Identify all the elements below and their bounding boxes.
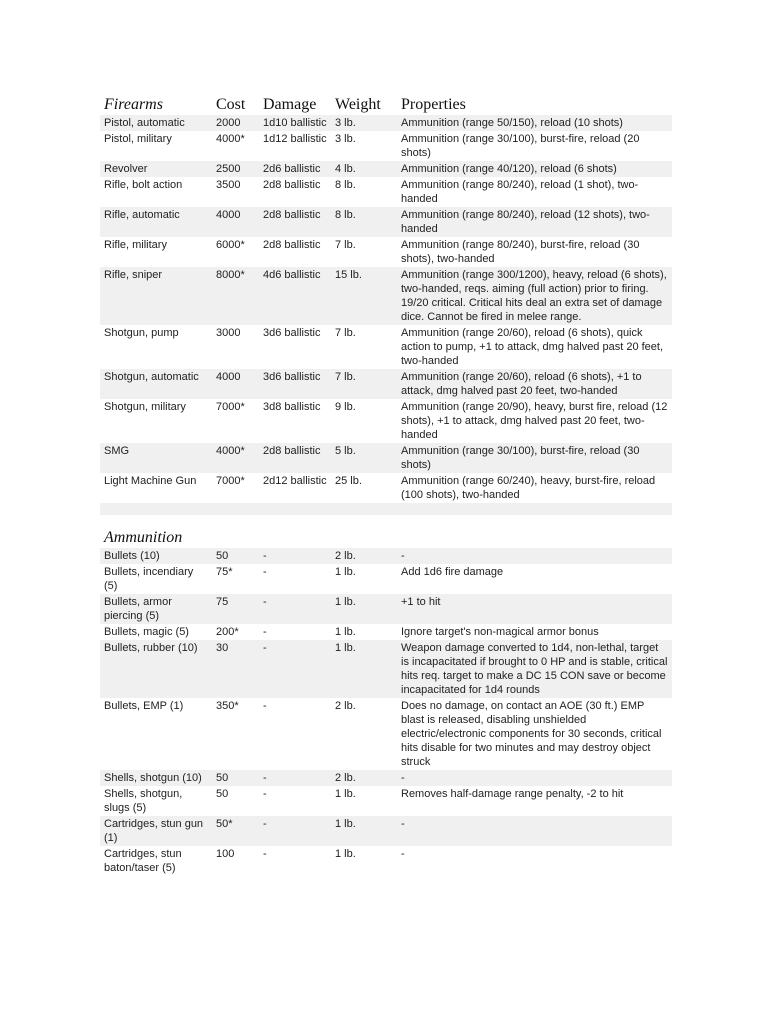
weight-cell: 2 lb. [331,548,397,564]
table-row [100,770,672,786]
properties-cell: Ammunition (range 300/1200), heavy, reload (6 shots), two-handed, reqs. aiming (full action) prior to firing. 19/20 critical. Critical hits deal an extra set of damage dice. Cannot be fired in melee range. [397,267,672,325]
damage-cell: 3d8 ballistic [259,399,331,443]
item-cell: Rifle, automatic [100,207,212,237]
item-cell: Shells, shotgun (10) [100,770,212,786]
damage-cell: - [259,594,331,624]
properties-cell: Ammunition (range 80/240), burst-fire, reload (30 shots), two-handed [397,237,672,267]
weight-cell: 1 lb. [331,624,397,640]
damage-cell: 2d12 ballistic [259,473,331,503]
damage-cell: - [259,816,331,846]
weight-cell: 7 lb. [331,325,397,369]
item-cell: Light Machine Gun [100,473,212,503]
item-cell: Pistol, military [100,131,212,161]
cost-cell: 2500 [212,161,259,177]
ammunition-rows [100,548,672,876]
weight-cell: 1 lb. [331,816,397,846]
properties-cell: Weapon damage converted to 1d4, non-lethal, target is incapacitated if brought to 0 HP and is stable, critical hits req. target to make a DC 15 CON save or become incapacitated for 1d4 rounds [397,640,672,698]
cost-cell: 50 [212,770,259,786]
table-row [100,624,672,640]
properties-cell: Add 1d6 fire damage [397,564,672,594]
item-cell: Bullets, magic (5) [100,624,212,640]
properties-cell: Ammunition (range 20/90), heavy, burst fire, reload (12 shots), +1 to attack, dmg halved past 20 feet, two-handed [397,399,672,443]
weight-cell: 8 lb. [331,207,397,237]
cost-cell: 50 [212,786,259,816]
cost-cell: 200* [212,624,259,640]
cost-cell: 30 [212,640,259,698]
table-row [100,698,672,770]
table-row [100,131,672,161]
table-row [100,237,672,267]
properties-cell: - [397,816,672,846]
weight-cell: 1 lb. [331,594,397,624]
weight-cell: 1 lb. [331,786,397,816]
cost-cell: 7000* [212,399,259,443]
weight-cell: 5 lb. [331,443,397,473]
table-row [100,267,672,325]
ammunition-table [100,523,672,876]
cost-cell: 50 [212,548,259,564]
weight-cell: 7 lb. [331,369,397,399]
damage-cell: - [259,640,331,698]
damage-cell: - [259,624,331,640]
table-row [100,473,672,503]
damage-cell: - [259,698,331,770]
damage-cell: 3d6 ballistic [259,325,331,369]
table-row [100,369,672,399]
damage-cell: - [259,564,331,594]
item-cell: Cartridges, stun baton/taser (5) [100,846,212,876]
damage-cell: 4d6 ballistic [259,267,331,325]
firearms-header-row [100,90,672,115]
cost-cell: 7000* [212,473,259,503]
damage-cell: 2d8 ballistic [259,443,331,473]
weight-cell: 3 lb. [331,131,397,161]
table-row [100,846,672,876]
properties-cell: Ammunition (range 20/60), reload (6 shots), quick action to pump, +1 to attack, dmg halved past 20 feet, two-handed [397,325,672,369]
cost-cell: 4000 [212,207,259,237]
item-cell: Shotgun, pump [100,325,212,369]
cost-cell: 6000* [212,237,259,267]
weight-cell: 15 lb. [331,267,397,325]
table-row [100,443,672,473]
damage-cell: 1d10 ballistic [259,115,331,131]
item-cell: Rifle, military [100,237,212,267]
weight-header: Weight [335,96,381,113]
damage-header: Damage [263,96,317,113]
item-cell: Cartridges, stun gun (1) [100,816,212,846]
damage-cell: 2d8 ballistic [259,237,331,267]
cost-cell: 3000 [212,325,259,369]
properties-cell: Does no damage, on contact an AOE (30 ft.) EMP blast is released, disabling unshielded electric/electronic components for 30 seconds, critical hits disable for two minutes and may destroy object struck [397,698,672,770]
weight-cell: 9 lb. [331,399,397,443]
properties-cell: Ammunition (range 60/240), heavy, burst-fire, reload (100 shots), two-handed [397,473,672,503]
item-cell: Pistol, automatic [100,115,212,131]
properties-cell: Ammunition (range 30/100), burst-fire, reload (30 shots) [397,443,672,473]
table-row [100,594,672,624]
properties-cell: Ammunition (range 50/150), reload (10 shots) [397,115,672,131]
damage-cell: 2d8 ballistic [259,177,331,207]
item-cell: Bullets (10) [100,548,212,564]
cost-cell: 350* [212,698,259,770]
damage-cell: - [259,786,331,816]
cost-cell: 100 [212,846,259,876]
table-row [100,161,672,177]
equipment-page [100,90,672,876]
cost-cell: 8000* [212,267,259,325]
cost-cell: 4000* [212,131,259,161]
properties-cell: Ammunition (range 40/120), reload (6 shots) [397,161,672,177]
damage-cell: - [259,846,331,876]
weight-cell: 4 lb. [331,161,397,177]
cost-header: Cost [216,96,246,113]
weight-cell: 8 lb. [331,177,397,207]
cost-cell: 3500 [212,177,259,207]
section-gap [100,515,672,523]
weight-cell: 25 lb. [331,473,397,503]
damage-cell: 2d8 ballistic [259,207,331,237]
cost-cell: 4000* [212,443,259,473]
item-cell: Revolver [100,161,212,177]
item-cell: Shells, shotgun, slugs (5) [100,786,212,816]
damage-cell: - [259,770,331,786]
cost-cell: 75* [212,564,259,594]
item-cell: Bullets, armor piercing (5) [100,594,212,624]
firearms-table [100,90,672,515]
properties-cell: Ammunition (range 30/100), burst-fire, reload (20 shots) [397,131,672,161]
weight-cell: 2 lb. [331,770,397,786]
properties-cell: Removes half-damage range penalty, -2 to hit [397,786,672,816]
item-cell: Shotgun, military [100,399,212,443]
item-cell: Rifle, bolt action [100,177,212,207]
table-row [100,564,672,594]
table-row [100,548,672,564]
damage-cell: 1d12 ballistic [259,131,331,161]
cost-cell: 4000 [212,369,259,399]
spacer-row [100,503,672,515]
ammunition-header-row [100,523,672,548]
properties-cell: Ammunition (range 20/60), reload (6 shots), +1 to attack, dmg halved past 20 feet, two-handed [397,369,672,399]
firearms-rows [100,115,672,515]
properties-cell: +1 to hit [397,594,672,624]
weight-cell: 1 lb. [331,640,397,698]
table-row [100,325,672,369]
weight-cell: 3 lb. [331,115,397,131]
cost-cell: 2000 [212,115,259,131]
properties-cell: - [397,770,672,786]
table-row [100,640,672,698]
weight-cell: 1 lb. [331,564,397,594]
weight-cell: 2 lb. [331,698,397,770]
properties-cell: Ammunition (range 80/240), reload (12 shots), two-handed [397,207,672,237]
table-row [100,115,672,131]
item-cell: Bullets, EMP (1) [100,698,212,770]
weight-cell: 7 lb. [331,237,397,267]
damage-cell: - [259,548,331,564]
item-cell: Shotgun, automatic [100,369,212,399]
damage-cell: 3d6 ballistic [259,369,331,399]
table-row [100,207,672,237]
item-cell: Rifle, sniper [100,267,212,325]
table-row [100,399,672,443]
properties-header: Properties [401,96,466,113]
cost-cell: 50* [212,816,259,846]
damage-cell: 2d6 ballistic [259,161,331,177]
properties-cell: - [397,846,672,876]
table-row [100,786,672,816]
firearms-heading: Firearms [104,96,163,113]
item-cell: SMG [100,443,212,473]
item-cell: Bullets, rubber (10) [100,640,212,698]
ammunition-heading: Ammunition [104,529,183,546]
table-row [100,816,672,846]
weight-cell: 1 lb. [331,846,397,876]
spacer-cell [100,503,672,515]
cost-cell: 75 [212,594,259,624]
properties-cell: - [397,548,672,564]
table-row [100,177,672,207]
item-cell: Bullets, incendiary (5) [100,564,212,594]
properties-cell: Ignore target's non-magical armor bonus [397,624,672,640]
properties-cell: Ammunition (range 80/240), reload (1 shot), two-handed [397,177,672,207]
